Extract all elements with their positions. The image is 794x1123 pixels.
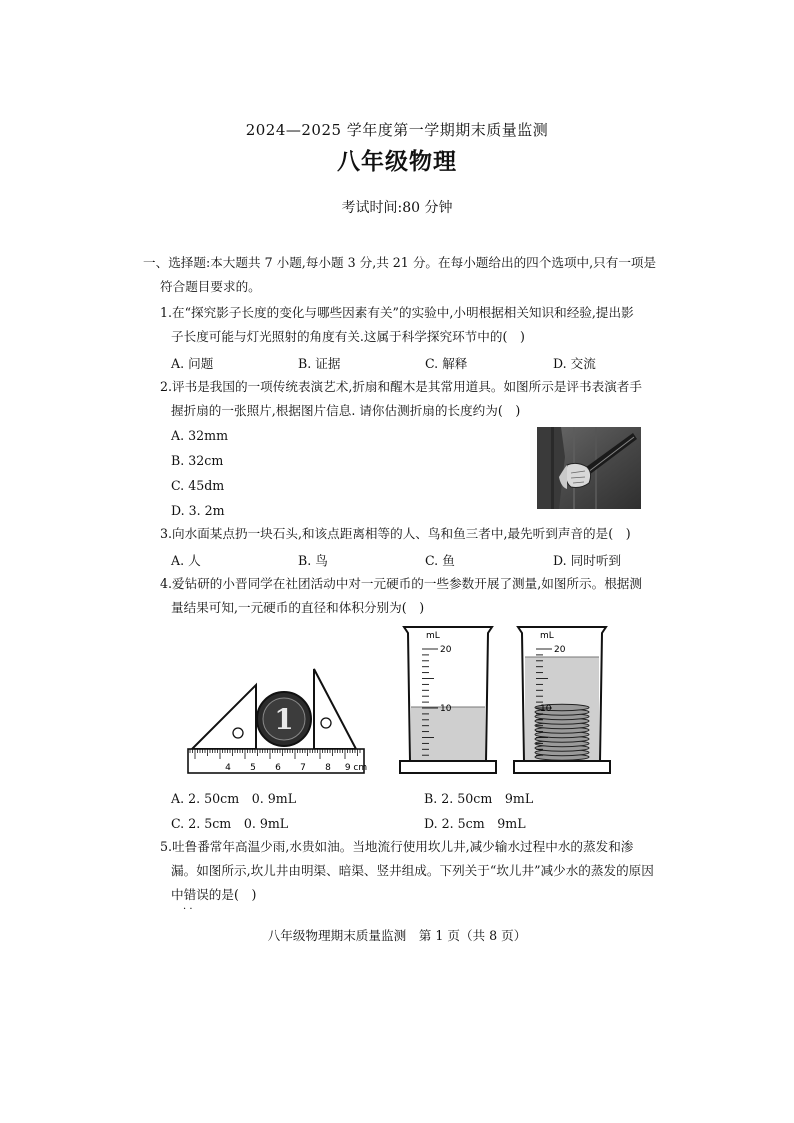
ruler-label: 9 cm bbox=[344, 763, 368, 773]
question-2-line-1: 2.评书是我国的一项传统表演艺术,折扇和醒木是其常用道具。如图所示是评书表演者手 bbox=[160, 379, 642, 394]
question-1-line-2: 子长度可能与灯光照射的角度有关.这属于科学探究环节中的( ) bbox=[171, 329, 525, 344]
question-3-option-a: A. 人 bbox=[171, 553, 201, 568]
question-3-option-d: D. 同时听到 bbox=[553, 553, 622, 568]
cylinder-unit: mL bbox=[426, 631, 440, 641]
exam-subject-title: 八年级物理 bbox=[337, 148, 457, 175]
question-2-option-c: C. 45dm bbox=[171, 478, 225, 493]
section-instruction-line-1: 一、选择题:本大题共 7 小题,每小题 3 分,共 21 分。在每小题给出的四个选项中,只有一项是 bbox=[143, 255, 657, 270]
question-2-option-d: D. 3. 2m bbox=[171, 503, 225, 518]
scale-mark-20: 20 bbox=[554, 645, 566, 655]
coin-mark: 1 bbox=[274, 703, 294, 736]
ruler-coin-figure bbox=[186, 663, 366, 775]
question-5-line-2: 漏。如图所示,坎儿井由明渠、暗渠、竖井组成。下列关于“坎儿井”减少水的蒸发的原因 bbox=[171, 863, 654, 878]
question-5-line-3: 中错误的是( ) bbox=[171, 887, 257, 902]
scale-mark-20: 20 bbox=[440, 645, 452, 655]
cylinder-unit: mL bbox=[540, 631, 554, 641]
right-set-square bbox=[314, 669, 356, 749]
water-level bbox=[411, 707, 485, 760]
ruler-label: 7 bbox=[300, 763, 306, 773]
section-instruction-line-2: 符合题目要求的。 bbox=[160, 279, 261, 294]
question-1-option-b: B. 证据 bbox=[298, 356, 341, 371]
ruler-label: 4 bbox=[225, 763, 231, 773]
question-4-line-2: 量结果可知,一元硬币的直径和体积分别为( ) bbox=[171, 600, 425, 615]
scale-mark-10: 10 bbox=[540, 704, 552, 714]
question-4-option-a: A. 2. 50cm 0. 9mL bbox=[171, 791, 297, 806]
emphasis-dots: · · bbox=[183, 904, 193, 915]
question-1-option-c: C. 解释 bbox=[425, 356, 468, 371]
scale-mark-10: 10 bbox=[440, 704, 452, 714]
exam-year-title: 2024—2025 学年度第一学期期末质量监测 bbox=[245, 121, 549, 139]
cylinder-coins bbox=[512, 623, 612, 778]
ruler-label: 6 bbox=[275, 763, 281, 773]
question-4-option-c: C. 2. 5cm 0. 9mL bbox=[171, 816, 289, 831]
question-2-line-2: 握折扇的一张照片,根据图片信息. 请你估测折扇的长度约为( ) bbox=[171, 403, 521, 418]
hand bbox=[566, 463, 591, 487]
ruler-label: 5 bbox=[250, 763, 256, 773]
question-4-line-1: 4.爱钻研的小晋同学在社团活动中对一元硬币的一些参数开展了测量,如图所示。根据测 bbox=[160, 576, 642, 591]
question-1-option-d: D. 交流 bbox=[553, 356, 596, 371]
question-4-option-b: B. 2. 50cm 9mL bbox=[424, 791, 534, 806]
cylinder-water bbox=[398, 623, 498, 778]
question-3-option-c: C. 鱼 bbox=[425, 553, 455, 568]
exam-time: 考试时间:80 分钟 bbox=[341, 200, 453, 216]
fan-photo bbox=[537, 427, 641, 509]
page-footer: 八年级物理期末质量监测 第 1 页（共 8 页） bbox=[267, 928, 527, 943]
question-2-option-a: A. 32mm bbox=[171, 428, 229, 443]
question-3-line-1: 3.向水面某点扔一块石头,和该点距离相等的人、鸟和鱼三者中,最先听到声音的是( ) bbox=[160, 526, 631, 541]
question-1-line-1: 1.在“探究影子长度的变化与哪些因素有关”的实验中,小明根据相关知识和经验,提出影 bbox=[160, 305, 634, 320]
ruler-label: 8 bbox=[325, 763, 331, 773]
question-4-option-d: D. 2. 5cm 9mL bbox=[424, 816, 526, 831]
left-set-square bbox=[192, 685, 256, 749]
question-1-option-a: A. 问题 bbox=[171, 356, 214, 371]
question-5-line-1: 5.吐鲁番常年高温少雨,水贵如油。当地流行使用坎儿井,减少输水过程中水的蒸发和渗 bbox=[160, 839, 634, 854]
question-3-option-b: B. 鸟 bbox=[298, 553, 328, 568]
question-2-option-b: B. 32cm bbox=[171, 453, 224, 468]
